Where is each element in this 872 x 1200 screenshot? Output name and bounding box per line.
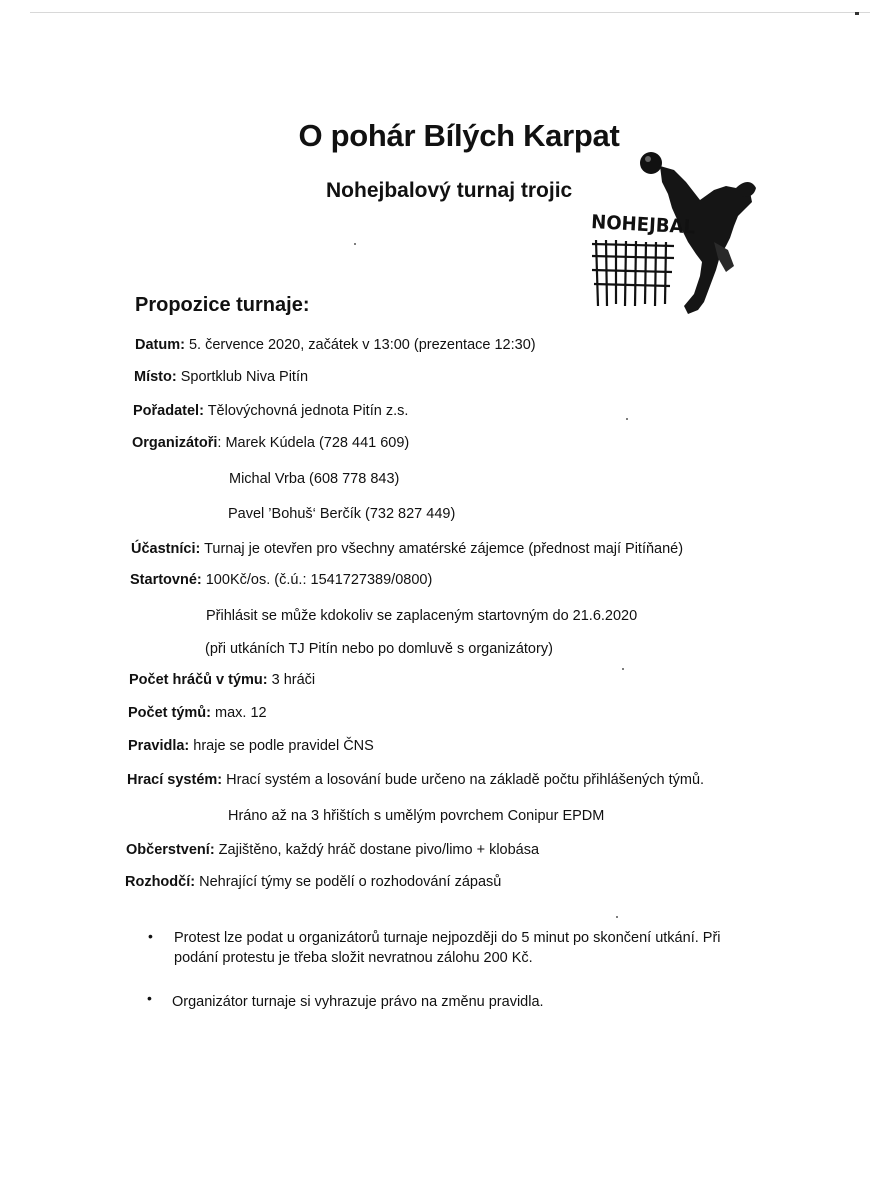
organizer-line: Pavel ’Bohuš‘ Berčík (732 827 449)	[228, 506, 456, 522]
bullet-marker: •	[147, 990, 152, 1006]
field-label: Účastníci:	[131, 541, 201, 557]
list-item	[174, 928, 774, 968]
field-value: 3 hráči	[267, 672, 316, 688]
field-pocet-tymu	[128, 705, 267, 721]
field-label: Občerstvení:	[126, 842, 215, 858]
field-value: Nehrající týmy se podělí o rozhodování zápasů	[195, 874, 502, 890]
field-value: Sportklub Niva Pitín	[176, 369, 309, 385]
field-label: Pravidla:	[128, 738, 190, 754]
document-subtitle: Nohejbalový turnaj trojic	[326, 179, 573, 202]
field-misto	[134, 369, 308, 385]
field-label: Startovné:	[130, 572, 202, 588]
field-label: Pořadatel:	[133, 403, 204, 419]
list-item-line: Protest lze podat u organizátorů turnaje nejpozději do 5 minut po skončení utkání. Při	[174, 930, 721, 946]
field-ucastnici	[131, 541, 683, 557]
list-item-line: podání protestu je třeba složit nevratnou zálohu 200 Kč.	[174, 950, 533, 966]
scan-speck	[626, 418, 628, 420]
scan-speck	[622, 668, 624, 670]
field-hraci-system	[127, 772, 704, 788]
logo-lettering: NOHEJBAL	[590, 211, 701, 239]
bullet-marker: •	[148, 928, 153, 944]
scan-speck	[616, 916, 618, 918]
field-value: Hrací systém a losování bude určeno na základě počtu přihlášených týmů.	[222, 772, 705, 788]
list-item	[172, 992, 772, 1012]
scan-mark	[855, 12, 859, 15]
startovne-note: Přihlásit se může kdokoliv se zaplaceným startovným do 21.6.2020	[206, 608, 638, 624]
field-pravidla	[128, 738, 374, 754]
document-title: O pohár Bílých Karpat	[298, 118, 620, 153]
field-value: 100Kč/os. (č.ú.: 1541727389/0800)	[201, 572, 433, 588]
field-value: : Marek Kúdela (728 441 609)	[217, 435, 410, 451]
field-value: 5. července 2020, začátek v 13:00 (prezentace 12:30)	[184, 337, 536, 353]
field-obcerstveni	[126, 842, 539, 858]
hraci-system-note: Hráno až na 3 hřištích s umělým povrchem Conipur EPDM	[228, 808, 605, 824]
field-label: Datum:	[135, 337, 185, 353]
section-heading: Propozice turnaje:	[135, 294, 310, 316]
field-value: Turnaj je otevřen pro všechny amatérské zájemce (přednost mají Pitíňané)	[200, 541, 684, 557]
scan-edge-line	[30, 12, 870, 13]
field-poradatel	[133, 403, 408, 419]
field-value: max. 12	[211, 705, 267, 721]
field-organizatori	[132, 435, 409, 451]
field-label: Počet týmů:	[128, 705, 211, 721]
nohejbal-logo	[588, 146, 760, 322]
field-label: Rozhodčí:	[125, 874, 196, 890]
scan-speck	[354, 243, 356, 245]
field-startovne	[130, 572, 432, 588]
startovne-note: (při utkáních TJ Pitín nebo po domluvě s organizátory)	[205, 641, 553, 657]
field-label: Počet hráčů v týmu:	[129, 672, 268, 688]
field-value: Zajištěno, každý hráč dostane pivo/limo + klobása	[214, 842, 540, 858]
organizer-line: Michal Vrba (608 778 843)	[229, 471, 400, 487]
field-label: Místo:	[134, 369, 177, 385]
field-datum	[135, 337, 536, 353]
field-value: Tělovýchovná jednota Pitín z.s.	[203, 403, 409, 419]
field-rozhodci	[125, 874, 501, 890]
field-label: Hrací systém:	[127, 772, 223, 788]
field-pocet-hracu	[129, 672, 315, 688]
field-value: hraje se podle pravidel ČNS	[189, 738, 374, 754]
list-item-line: Organizátor turnaje si vyhrazuje právo na změnu pravidla.	[172, 994, 544, 1010]
field-label: Organizátoři	[132, 435, 218, 451]
